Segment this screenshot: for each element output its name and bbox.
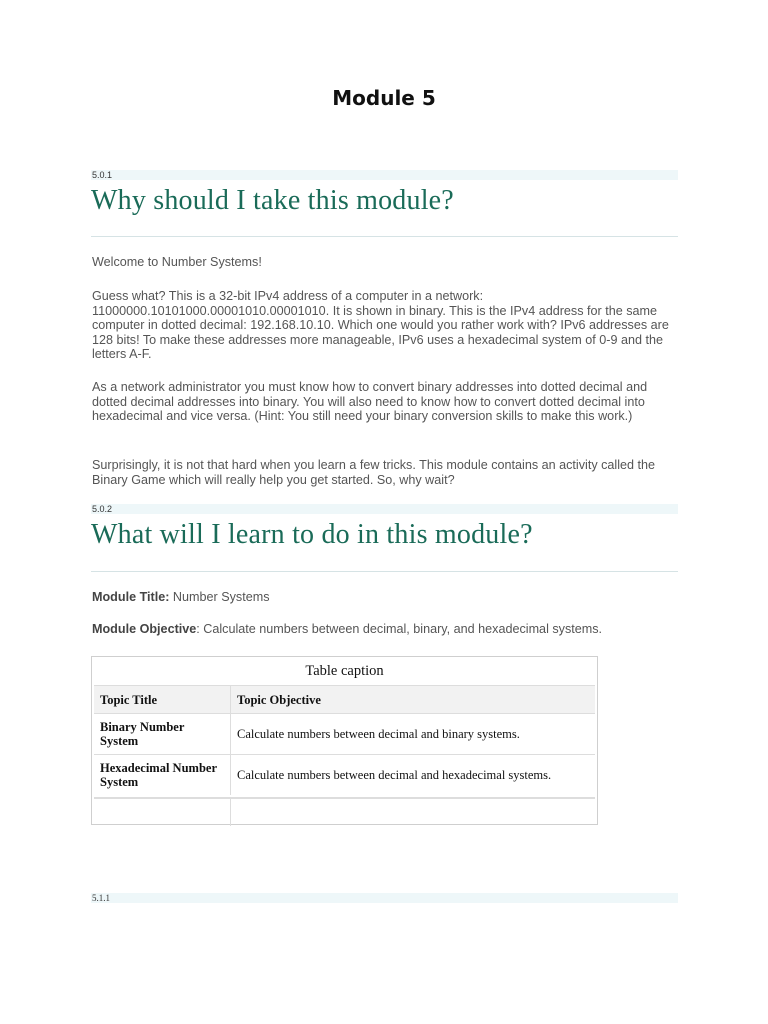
table-cell [231,799,595,826]
table-cell: Calculate numbers between decimal and binary systems. [237,727,520,741]
section-number-bar: 5.0.1 [91,170,678,180]
section-divider [91,236,678,237]
table-row [94,754,595,795]
table-cell [94,799,231,826]
table-caption: Table caption [305,663,384,679]
table-header-cell: Topic Objective [237,692,321,707]
module-objective-value: : Calculate numbers between decimal, binary, and hexadecimal systems. [196,622,603,636]
topic-table [91,656,598,825]
section-number-bar: 5.1.1 [91,893,678,903]
module-objective-label: Module Objective [92,622,197,636]
table-row [94,713,595,754]
module-objective-line [92,622,682,637]
module-title-label: Module Title: [92,590,170,604]
section-number-bar: 5.0.2 [91,504,678,514]
table-cell: Binary Number System [94,714,231,754]
section-heading: What will I learn to do in this module? [91,519,533,550]
binary-game-paragraph: Surprisingly, it is not that hard when you learn a few tricks. This module contains an activity called the Binary Game which will really help you get started. So, why wait? [92,458,656,487]
page-title: Module 5 [332,86,436,110]
table-cell: Hexadecimal Number System [94,755,231,795]
section-divider [91,571,678,572]
network-admin-paragraph: As a network administrator you must know how to convert binary addresses into dotted decimal and dotted decimal addresses into binary. You will also need to know how to convert dotted decimal into hexadecimal and vice versa. (Hint: You still need your binary conversion skills to make this work.) [92,380,648,423]
module-title-line [92,590,682,605]
table-header-cell: Topic Title [94,686,231,713]
module-title-value: Number Systems [169,590,270,604]
ipv4-paragraph: Guess what? This is a 32-bit IPv4 address of a computer in a network: 11000000.10101000.00001010.00001010. It is shown in binary. This is the IPv4 address for the same computer in dotted decimal: 192.168.10.10. Which one would you rather work with? IPv6 addresses are 128 bits! To make these addresses more manageable, IPv6 uses a hexadecimal system of 0-9 and the letters A-F. [92,289,669,361]
section-heading: Why should I take this module? [91,185,454,216]
table-header-row [94,685,595,713]
table-row [94,797,595,826]
table-cell: Calculate numbers between decimal and hexadecimal systems. [237,768,552,782]
welcome-paragraph: Welcome to Number Systems! [92,255,262,269]
